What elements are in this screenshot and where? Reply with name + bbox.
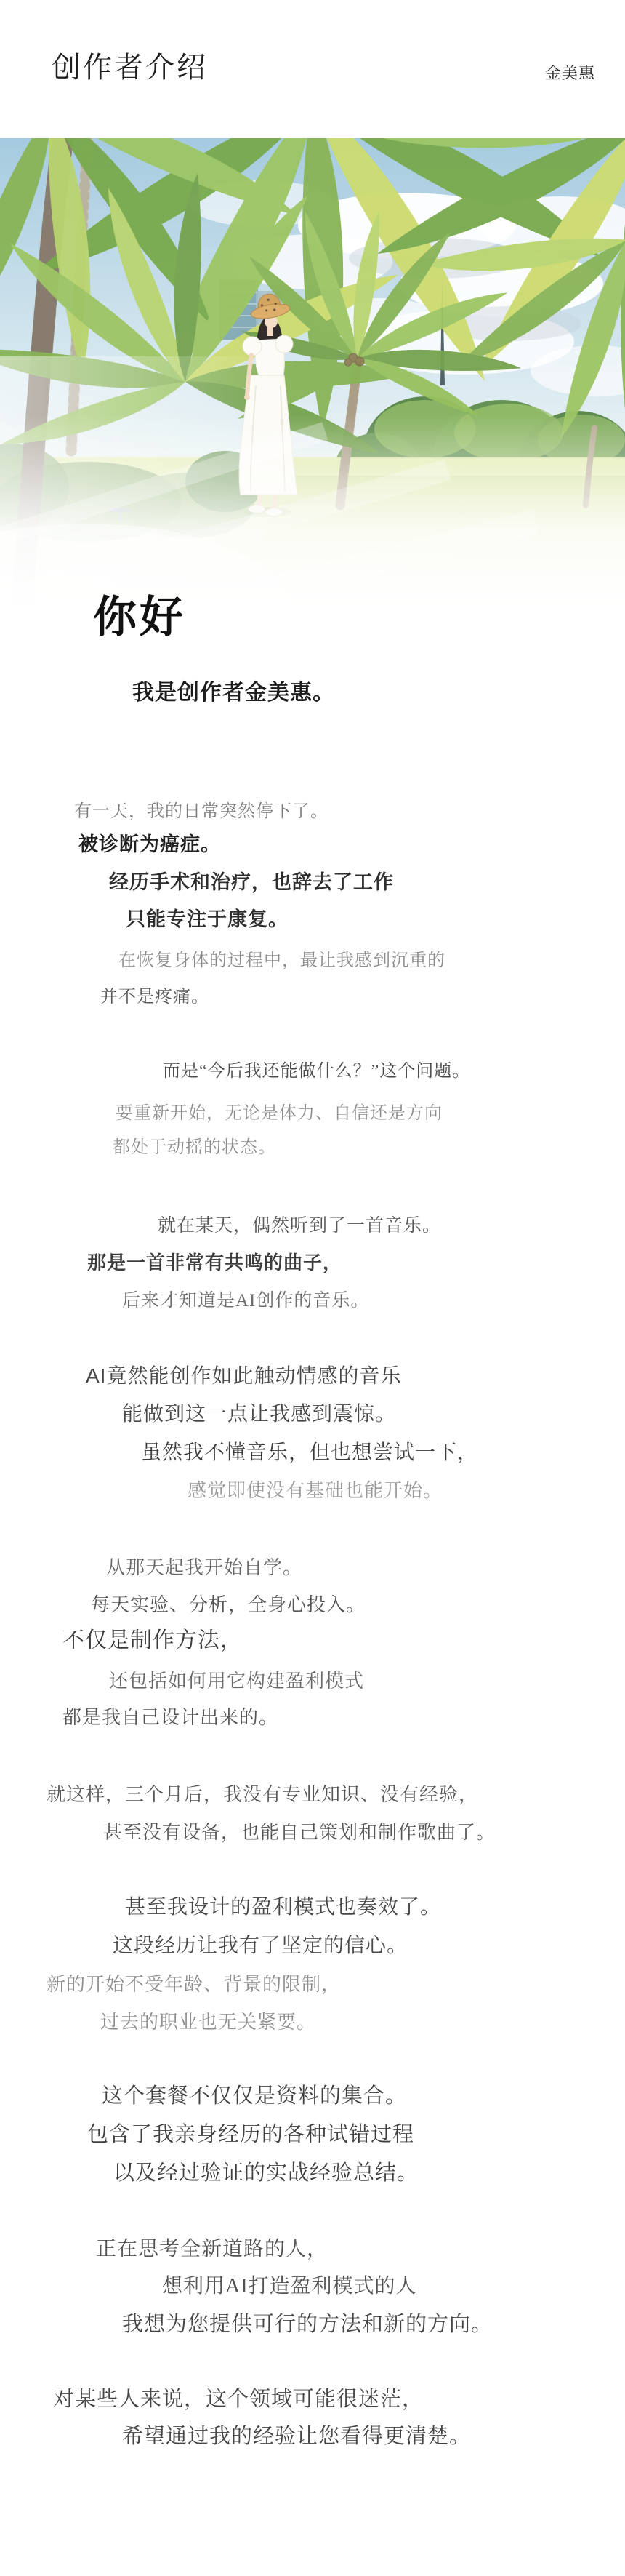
story-line: 甚至没有设备，也能自己策划和制作歌曲了。 <box>103 1822 496 1843</box>
hero-photo <box>0 138 625 640</box>
story-line: 后来才知道是AI创作的音乐。 <box>122 1291 370 1311</box>
story-line: 虽然我不懂音乐，但也想尝试一下， <box>141 1441 479 1463</box>
story-line: 就在某天，偶然听到了一首音乐。 <box>158 1216 442 1236</box>
story-line: 并不是疼痛。 <box>100 988 209 1007</box>
story-line: 有一天，我的日常突然停下了。 <box>74 802 328 821</box>
story-line: 正在思考全新道路的人， <box>96 2238 328 2260</box>
author-name: 金美惠 <box>545 64 596 82</box>
story-line: 这段经历让我有了坚定的信心。 <box>113 1935 408 1957</box>
story-line: 而是“今后我还能做什么？”这个问题。 <box>163 1062 471 1081</box>
story-line: 这个套餐不仅仅是资料的集合。 <box>102 2084 408 2108</box>
story-line: AI竟然能创作如此触动情感的音乐 <box>86 1364 402 1387</box>
story-line: 我想为您提供可行的方法和新的方向。 <box>122 2313 493 2336</box>
tropical-park-photo <box>0 138 625 640</box>
story-line: 甚至我设计的盈利模式也奏效了。 <box>125 1896 442 1919</box>
story-line: 从那天起我开始自学。 <box>106 1557 303 1578</box>
story-line: 还包括如何用它构建盈利模式 <box>109 1671 365 1692</box>
story-line: 就这样，三个月后，我没有专业知识、没有经验， <box>47 1784 479 1805</box>
story-line: 每天实验、分析，全身心投入。 <box>91 1594 366 1615</box>
story-line: 被诊断为癌症。 <box>78 833 221 855</box>
intro-statement: 我是创作者金美惠。 <box>132 681 335 705</box>
page-title: 创作者介绍 <box>52 51 208 84</box>
story-line: 对某些人来说，这个领域可能很迷茫， <box>53 2388 424 2411</box>
story-line: 以及经过验证的实战经验总结。 <box>113 2161 419 2185</box>
story-line: 过去的职业也无关紧要。 <box>100 2012 317 2033</box>
story-line: 都处于动摇的状态。 <box>113 1138 276 1157</box>
story-line: 感觉即使没有基础也能开始。 <box>188 1479 443 1501</box>
story-line: 不仅是制作方法， <box>62 1628 243 1652</box>
greeting-heading: 你好 <box>93 593 186 641</box>
story-line: 包含了我亲身经历的各种试错过程 <box>87 2123 415 2146</box>
bottom-fade <box>0 138 625 640</box>
story-line: 都是我自己设计出来的。 <box>62 1707 279 1728</box>
story-line: 只能专注于康复。 <box>126 908 289 930</box>
story-line: 要重新开始，无论是体力、自信还是方向 <box>116 1104 443 1123</box>
story-line: 想利用AI打造盈利模式的人 <box>162 2275 417 2297</box>
story-line: 经历手术和治疗，也辞去了工作 <box>109 871 394 893</box>
story-line: 在恢复身体的过程中，最让我感到沉重的 <box>118 951 445 970</box>
story-line: 那是一首非常有共鸣的曲子， <box>87 1252 343 1273</box>
story-line: 新的开始不受年龄、背景的限制， <box>47 1974 342 1995</box>
story-line: 希望通过我的经验让您看得更清楚。 <box>122 2425 472 2448</box>
story-line: 能做到这一点让我感到震惊。 <box>122 1402 397 1425</box>
